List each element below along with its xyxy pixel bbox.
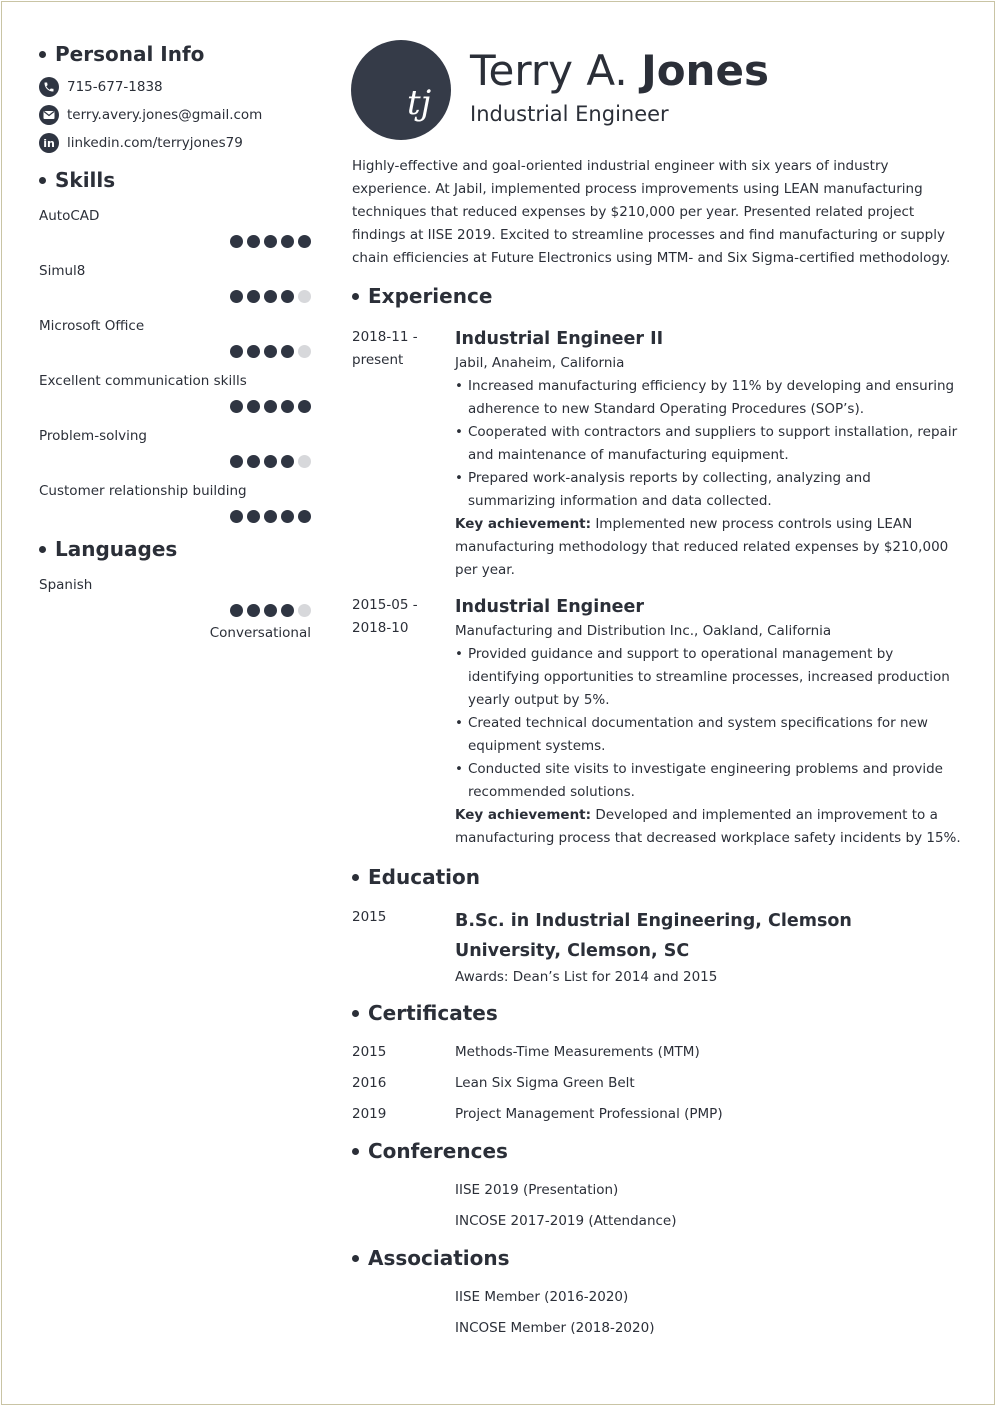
rating-dot-filled [230, 604, 243, 617]
resume-page: Personal Info 715-677-1838 terry.avery.jones@gmail.com in linkedin.com/terryjones79 Skills AutoCAD Simul8 Microsoft Office Excellent communication skills Problem-solving Customer relationship building Languages Spanish Conversational tj Terry A. Jones Industrial Engineer Highly-effective and goal-oriented industrial engineer with six years of industry experience. At Jabil, implemented process improvements using LEAN manufacturing techniques that reduced expenses by $210,000 per year. Presented related project findings at IISE 2019. Excited to streamline processes and find manufacturing or supply chain efficiencies at Future Electronics using MTM- and Six Sigma-certified methodology. Experience 2018-11 - present Industrial Engineer II Jabil, Anaheim, California • Increased manufacturing efficiency by 11% by developing and ensuring adherence to new Standard Operating Procedures (SOP’s). • Cooperated with contractors and suppliers to support installation, repair and maintenance of manufacturing equipment. • Prepared work-analysis reports by collecting, analyzing and summarizing information and data collected. Key achievement: Implemented new process controls using LEAN manufacturing methodology that reduced related expenses by $210,000 per year. 2015-05 - 2018-10 Industrial Engineer Manufacturing and Distribution Inc., Oakland, California • Provided guidance and support to operational management by identifying opportunities to streamline processes, increased production yearly output by 5%. • Created technical documentation and system specifications for new equipment systems. • Conducted site visits to investigate engineering problems and provide recommended solutions. Key achievement: Developed and implemented an improvement to a manufacturing process that decreased workplace safety incidents by 15%. Education 2015 B.Sc. in Industrial Engineering, Clemson University, Clemson, SC Awards: Dean’s List for 2014 and 2015 Certificates 2015 Methods-Time Measurements (MTM) 2016 Lean Six Sigma Green Belt 2019 Project Management Professional (PMP) Conferences IISE 2019 (Presentation) INCOSE 2017-2019 (Attendance) Associations IISE Member (2016-2020) INCOSE Member (2018-2020) [1, 1, 995, 1405]
page-title [470, 46, 769, 96]
rating-dot-filled [230, 510, 243, 523]
job-title: Industrial Engineer [455, 597, 645, 617]
rating-dot-filled [247, 290, 260, 303]
avatar [351, 40, 451, 140]
rating-dots [39, 290, 311, 303]
bullet-dot [39, 177, 46, 184]
rating-dot-filled [247, 510, 260, 523]
job-company: Manufacturing and Distribution Inc., Oakland, California [455, 623, 832, 639]
rated-item [39, 428, 311, 468]
rating-dot-filled [264, 235, 277, 248]
rating-dot-filled [281, 455, 294, 468]
education-heading: Education [352, 865, 480, 889]
rating-dot-filled [264, 400, 277, 413]
first-name: Terry A. [470, 46, 628, 95]
bullet-dot [352, 1010, 359, 1017]
list-item: • Created technical documentation and system specifications for new equipment systems. [455, 712, 962, 758]
rating-dot-filled [281, 290, 294, 303]
rating-dot-filled [281, 604, 294, 617]
rating-dots [39, 235, 311, 248]
rating-dot-filled [264, 290, 277, 303]
rating-dot-filled [230, 235, 243, 248]
bullet-dot [352, 293, 359, 300]
rated-item-name: Spanish [39, 577, 93, 593]
bullet-dot [352, 874, 359, 881]
experience-heading: Experience [352, 284, 492, 308]
rating-dot-filled [264, 455, 277, 468]
rating-dot-filled [230, 455, 243, 468]
rating-dot-empty [298, 455, 311, 468]
sidebar [39, 42, 311, 641]
rating-dot-filled [281, 235, 294, 248]
rating-dot-filled [247, 345, 260, 358]
phone-icon [39, 77, 59, 97]
email-icon [39, 105, 59, 125]
rated-item-name: Customer relationship building [39, 483, 247, 499]
rated-item-name: AutoCAD [39, 208, 100, 224]
rating-dot-filled [247, 235, 260, 248]
job-role: Industrial Engineer [470, 102, 669, 126]
list-item: • Conducted site visits to investigate engineering problems and provide recommended solutions. [455, 758, 962, 804]
education-year: 2015 [352, 909, 387, 925]
rating-dot-filled [298, 235, 311, 248]
certificates-heading: Certificates [352, 1001, 498, 1025]
rating-dots [39, 400, 311, 413]
job-entry [352, 594, 962, 850]
conferences-heading: Conferences [352, 1139, 508, 1163]
rating-dot-filled [281, 345, 294, 358]
rating-dot-filled [264, 604, 277, 617]
bullet-dot [39, 51, 46, 58]
rating-dot-empty [298, 345, 311, 358]
rating-dot-filled [230, 345, 243, 358]
job-company: Jabil, Anaheim, California [455, 355, 625, 371]
contact-phone [39, 73, 311, 101]
rating-dot-filled [298, 510, 311, 523]
rated-item [39, 208, 311, 248]
rated-item [39, 577, 311, 641]
bullet-dot [39, 546, 46, 553]
rated-item [39, 318, 311, 358]
rating-dots [39, 604, 311, 617]
email-link[interactable]: terry.avery.jones@gmail.com [67, 107, 263, 123]
education-awards: Awards: Dean’s List for 2014 and 2015 [455, 969, 718, 985]
rated-item-name: Problem-solving [39, 428, 147, 444]
rating-dot-filled [264, 345, 277, 358]
rated-item-name: Excellent communication skills [39, 373, 247, 389]
rating-dot-filled [281, 400, 294, 413]
rating-dot-empty [298, 604, 311, 617]
rated-item [39, 263, 311, 303]
rating-dot-filled [247, 400, 260, 413]
bullet-dot [352, 1148, 359, 1155]
list-item: • Prepared work-analysis reports by collecting, analyzing and summarizing information and data collected. [455, 467, 962, 513]
linkedin-icon: in [39, 133, 59, 153]
contact-linkedin [39, 129, 311, 157]
job-bullets [455, 375, 962, 513]
education-entry [352, 906, 962, 989]
language-level: Conversational [209, 625, 311, 641]
summary-text: Highly-effective and goal-oriented industrial engineer with six years of industry experience. At Jabil, implemented process improvements using LEAN manufacturing techniques that reduced expenses by $210,000 per year. Presented related project findings at IISE 2019. Excited to streamline processes and find manufacturing or supply chain efficiencies at Future Electronics using MTM- and Six Sigma-certified methodology. [352, 158, 951, 266]
rated-item-name: Microsoft Office [39, 318, 145, 334]
rating-dot-empty [298, 290, 311, 303]
associations-heading: Associations [352, 1246, 510, 1270]
job-date: 2018-11 - present [352, 329, 418, 368]
languages-list [39, 577, 311, 641]
key-achievement: Key achievement: Developed and implemented an improvement to a manufacturing process that decreased workplace safety incidents by 15%. [455, 807, 961, 846]
rating-dots [39, 510, 311, 523]
list-item: • Cooperated with contractors and suppliers to support installation, repair and maintenance of manufacturing equipment. [455, 421, 962, 467]
rating-dot-filled [281, 510, 294, 523]
job-date: 2015-05 - 2018-10 [352, 597, 418, 636]
bullet-dot [352, 1255, 359, 1262]
list-item: • Increased manufacturing efficiency by 11% by developing and ensuring adherence to new Standard Operating Procedures (SOP’s). [455, 375, 962, 421]
rating-dot-filled [247, 455, 260, 468]
job-title: Industrial Engineer II [455, 329, 664, 349]
list-item: • Provided guidance and support to operational management by identifying opportunities to streamline processes, increased production yearly output by 5%. [455, 643, 962, 712]
rating-dot-filled [298, 400, 311, 413]
key-achievement: Key achievement: Implemented new process controls using LEAN manufacturing methodology that reduced related expenses by $210,000 per year. [455, 516, 949, 578]
phone-text: 715-677-1838 [67, 79, 163, 95]
job-bullets [455, 643, 962, 804]
contact-email [39, 101, 311, 129]
job-entry [352, 326, 962, 582]
languages-heading: Languages [39, 537, 311, 561]
rated-item [39, 373, 311, 413]
rating-dot-filled [247, 604, 260, 617]
rating-dots [39, 345, 311, 358]
rating-dot-filled [230, 400, 243, 413]
rating-dots [39, 455, 311, 468]
linkedin-link[interactable]: linkedin.com/terryjones79 [67, 135, 243, 151]
skills-heading: Skills [39, 168, 311, 192]
avatar-monogram: tj [407, 83, 432, 123]
personal-info-heading: Personal Info [39, 42, 311, 66]
rated-item [39, 483, 311, 523]
last-name: Jones [641, 46, 769, 95]
rated-item-name: Simul8 [39, 263, 86, 279]
education-degree: B.Sc. in Industrial Engineering, Clemson University, Clemson, SC [455, 911, 852, 961]
rating-dot-filled [230, 290, 243, 303]
rating-dot-filled [264, 510, 277, 523]
skills-list [39, 208, 311, 523]
